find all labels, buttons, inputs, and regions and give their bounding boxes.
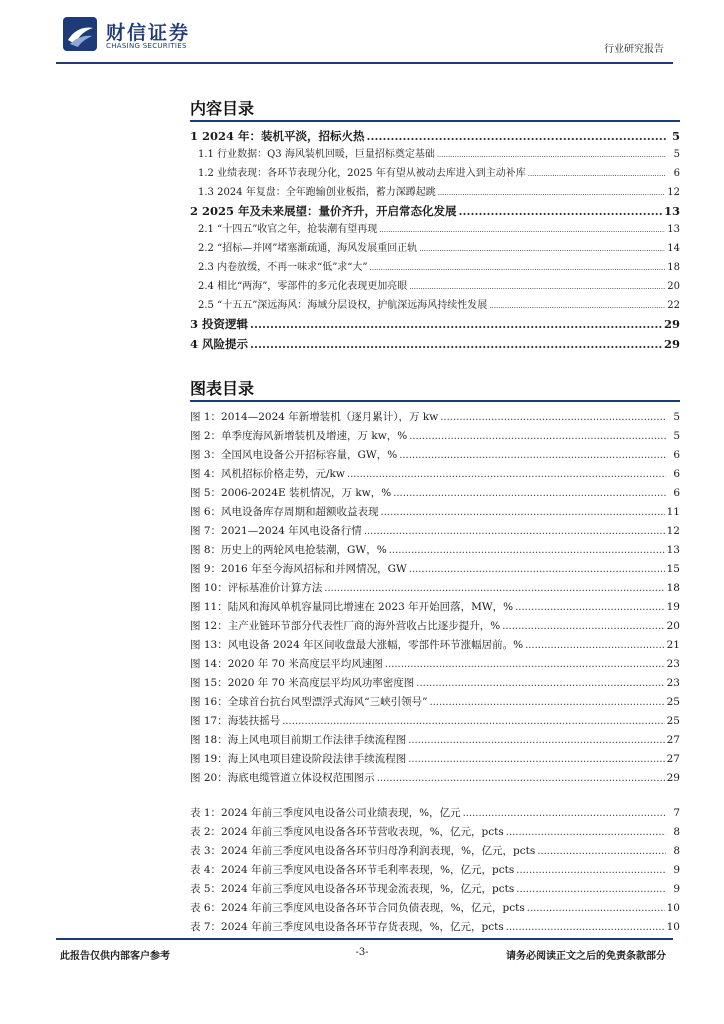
figure-entry-text: 图 20：海底电缆管道立体设权范围图示 [190,772,375,784]
table-entry[interactable] [190,843,680,859]
dot-leader [409,429,666,444]
figure-entry-text: 图 9：2016 年至今海风招标和并网情况，GW [190,563,407,575]
figure-entry-page: 23 [666,658,680,670]
logo-english-name: CHASING SECURITIES [106,42,187,50]
dot-leader [409,280,665,294]
toc-entry-text: 1.2 业绩表现：各环节表现分化，2025 年有望从被动去库进入到主动补库 [198,168,526,179]
table-entry-page: 9 [673,883,680,895]
toc-entry-text: 2.3 内卷放缓，不再一味求“低”求“大” [198,262,368,273]
table-entry-page: 9 [673,864,680,876]
figure-entry[interactable] [190,599,680,615]
figures-title-rule [190,400,680,402]
toc-entry[interactable] [190,316,680,332]
toc-entry[interactable] [198,222,680,237]
table-entry-text: 表 5：2024 年前三季度风电设备各环节现金流表现，%，亿元，pcts [190,883,515,895]
dot-leader [393,486,666,501]
table-entry-text: 表 4：2024 年前三季度风电设备各环节毛利率表现，%，亿元，pcts [190,864,515,876]
toc-entry-page: 5 [673,149,680,160]
toc-entry-page: 20 [667,281,680,292]
figure-entry-page: 29 [666,772,680,784]
dot-leader [377,771,665,786]
dot-leader [408,733,664,748]
page-header [0,0,724,70]
figure-entry-text: 图 15：2020 年 70 米高度层平均风功率密度图 [190,677,415,689]
dot-leader [370,261,666,275]
footer-divider [56,938,673,940]
table-entry[interactable] [190,805,680,821]
table-entry-text: 表 1：2024 年前三季度风电设备公司业绩表现，%，亿元 [190,807,461,819]
figure-entry[interactable] [190,713,680,729]
figure-entry[interactable] [190,675,680,691]
figure-entry[interactable] [190,466,680,482]
dot-leader [528,167,666,181]
dot-leader [459,203,662,219]
dot-leader [379,223,665,237]
toc-entry-text: 1.3 2024 年复盘：全年跑输创业板指，蓄力深蹲起跳 [198,187,436,198]
figure-entry-text: 图 8：历史上的两轮风电抢装潮，GW，% [190,544,387,556]
figure-entry-text: 图 16：全球首台抗台风型漂浮式海风“三峡引领号” [190,696,428,708]
chasing-logo-icon [62,16,98,52]
figure-entry-text: 图 4：风机招标价格走势，元/kw [190,468,345,480]
toc-entry[interactable] [198,241,680,256]
toc-entry-text: 3 投资逻辑 [190,317,249,331]
dot-leader [419,242,665,256]
figure-entry[interactable] [190,637,680,653]
dot-leader [408,752,664,767]
figure-entry-page: 25 [666,696,680,708]
figure-entry-text: 图 19：海上风电项目建设阶段法律手续流程图 [190,753,407,765]
toc-entry[interactable] [190,128,680,144]
toc-entry[interactable] [190,336,680,352]
table-entry-page: 10 [666,902,680,914]
figure-entry[interactable] [190,428,680,444]
dot-leader [385,657,665,672]
figure-entry[interactable] [190,770,680,786]
toc-entry-page: 12 [667,187,680,198]
figure-entry-text: 图 14：2020 年 70 米高度层平均风速图 [190,658,383,670]
dot-leader [347,467,666,482]
figure-entry[interactable] [190,485,680,501]
contents-title: 内容目录 [190,99,255,118]
figure-entry[interactable] [190,447,680,463]
figure-entry-text: 图 2：单季度海风新增装机及增速，万 kw，% [190,430,408,442]
company-logo [62,16,202,52]
toc-entry-text: 2.4 相比“两海”，零部件的多元化表现更加亮眼 [198,281,408,292]
dot-leader [381,505,665,520]
figure-entry-text: 图 18：海上风电项目前期工作法律手续流程图 [190,734,407,746]
toc-entry-page: 13 [663,204,680,218]
toc-entry[interactable] [198,298,680,313]
figure-entry-page: 6 [673,449,680,461]
toc-entry-text: 4 风险提示 [190,337,249,351]
figure-entry[interactable] [190,656,680,672]
toc-entry-text: 2.2 “招标—并网”堵塞渐疏通，海风发展重回正轨 [198,243,418,254]
dot-leader [537,844,666,859]
dot-leader [525,638,665,653]
toc-entry[interactable] [198,260,680,275]
toc-entry-page: 14 [667,243,680,254]
figure-entry-page: 23 [666,677,680,689]
dot-leader [282,714,664,729]
figure-entry-page: 19 [666,601,680,613]
figure-entry-page: 12 [666,525,680,537]
figure-entry-text: 图 17：海装扶摇号 [190,715,281,727]
table-entry[interactable] [190,900,680,916]
figure-entry[interactable] [190,504,680,520]
table-entry-page: 8 [673,845,680,857]
figure-entry-page: 13 [666,544,680,556]
toc-entry-page: 6 [673,168,680,179]
dot-leader [367,128,666,144]
figure-entry-page: 15 [666,563,680,575]
dot-leader [506,920,665,935]
toc-entry-page: 29 [663,317,680,331]
figure-entry[interactable] [190,523,680,539]
dot-leader [250,316,662,332]
figure-entry-text: 图 3：全国风电设备公开招标容量，GW，% [190,449,398,461]
dot-leader [489,299,665,313]
logo-chinese-name: 财信证券 [106,22,191,44]
figure-entry-text: 图 12：主产业链环节部分代表性厂商的海外营收占比逐步提升，% [190,620,501,632]
dot-leader [515,600,665,615]
dot-leader [324,581,664,596]
toc-entry-page: 22 [667,300,680,311]
figure-entry-text: 图 13：风电设备 2024 年区间收盘最大涨幅，零部件环节涨幅居前。% [190,639,524,651]
dot-leader [502,619,664,634]
figure-entry-text: 图 7：2021—2024 年风电设备行情 [190,525,362,537]
toc-entry[interactable] [190,203,680,219]
table-entry-page: 10 [666,921,680,933]
table-entry-text: 表 6：2024 年前三季度风电设备各环节合同负债表现，%，亿元，pcts [190,902,525,914]
figure-entry-page: 6 [673,487,680,499]
toc-entry-page: 5 [671,129,680,143]
table-entry-page: 8 [673,826,680,838]
footer-disclaimer-link[interactable]: 请务必阅读正文之后的免责条款部分 [506,951,666,962]
toc-entry-text: 2 2025 年及未来展望：量价齐升，开启常态化发展 [190,204,457,218]
figure-entry[interactable] [190,751,680,767]
toc-entry-text: 2.1 “十四五”收官之年，抢装潮有望再现 [198,224,378,235]
figure-entry-page: 6 [673,468,680,480]
dot-leader [409,562,665,577]
header-divider [56,62,673,64]
figure-entry-text: 图 6：风电设备库存周期和超额收益表现 [190,506,379,518]
figure-entry-text: 图 5：2006-2024E 装机情况，万 kw，% [190,487,392,499]
dot-leader [429,695,664,710]
dot-leader [416,676,664,691]
figure-entry[interactable] [190,542,680,558]
dot-leader [516,882,666,897]
figure-entry-page: 5 [673,411,680,423]
table-entry-page: 7 [673,807,680,819]
table-entry-text: 表 3：2024 年前三季度风电设备各环节归母净利润表现，%，亿元，pcts [190,845,536,857]
toc-entry-text: 1 2024 年：装机平淡，招标火热 [190,129,365,143]
dot-leader [389,543,665,558]
figure-entry-text: 图 1：2014—2024 年新增装机（逐月累计），万 kw [190,411,439,423]
table-entry-text: 表 2：2024 年前三季度风电设备各环节营收表现，%，亿元，pcts [190,826,504,838]
table-entry-text: 表 7：2024 年前三季度风电设备各环节存货表现，%，亿元，pcts [190,921,504,933]
toc-entry-text: 2.5 “十五五”深远海风：海域分层设权，护航深远海风持续性发展 [198,300,488,311]
dot-leader [440,410,666,425]
dot-leader [463,806,666,821]
figure-entry-page: 27 [666,753,680,765]
table-entry[interactable] [190,881,680,897]
toc-entry-text: 1.1 行业数据：Q3 海风装机回暖，巨量招标奠定基础 [198,149,435,160]
toc-entry[interactable] [198,166,680,181]
toc-entry-page: 18 [667,262,680,273]
figure-entry-text: 图 10：评标基准价计算方法 [190,582,323,594]
figures-title: 图表目录 [190,379,255,398]
figure-entry-page: 18 [666,582,680,594]
toc-entry[interactable] [198,185,680,200]
toc-entry[interactable] [198,279,680,294]
dot-leader [437,148,666,162]
figure-entry[interactable] [190,409,680,425]
page-number: -3- [355,947,369,958]
figure-entry-page: 21 [666,639,680,651]
dot-leader [399,448,666,463]
figure-entry[interactable] [190,732,680,748]
toc-entry[interactable] [198,147,680,162]
figure-entry-page: 11 [666,506,680,518]
table-entry[interactable] [190,862,680,878]
figure-entry[interactable] [190,694,680,710]
dot-leader [506,825,666,840]
dot-leader [438,186,666,200]
figure-entry-page: 5 [673,430,680,442]
table-entry[interactable] [190,824,680,840]
figure-entry[interactable] [190,561,680,577]
contents-title-rule [190,120,680,122]
dot-leader [527,901,665,916]
toc-entry-page: 29 [663,337,680,351]
figure-entry-text: 图 11：陆风和海风单机容量同比增速在 2023 年开始回落，MW，% [190,601,514,613]
figure-entry[interactable] [190,580,680,596]
dot-leader [364,524,665,539]
figure-entry[interactable] [190,618,680,634]
dot-leader [250,336,662,352]
dot-leader [516,863,666,878]
footer-notice: 此报告仅供内部客户参考 [60,951,170,962]
table-entry[interactable] [190,919,680,935]
figure-entry-page: 25 [666,715,680,727]
document-type: 行业研究报告 [604,44,664,55]
toc-entry-page: 13 [667,224,680,235]
figure-entry-page: 20 [666,620,680,632]
figure-entry-page: 27 [666,734,680,746]
